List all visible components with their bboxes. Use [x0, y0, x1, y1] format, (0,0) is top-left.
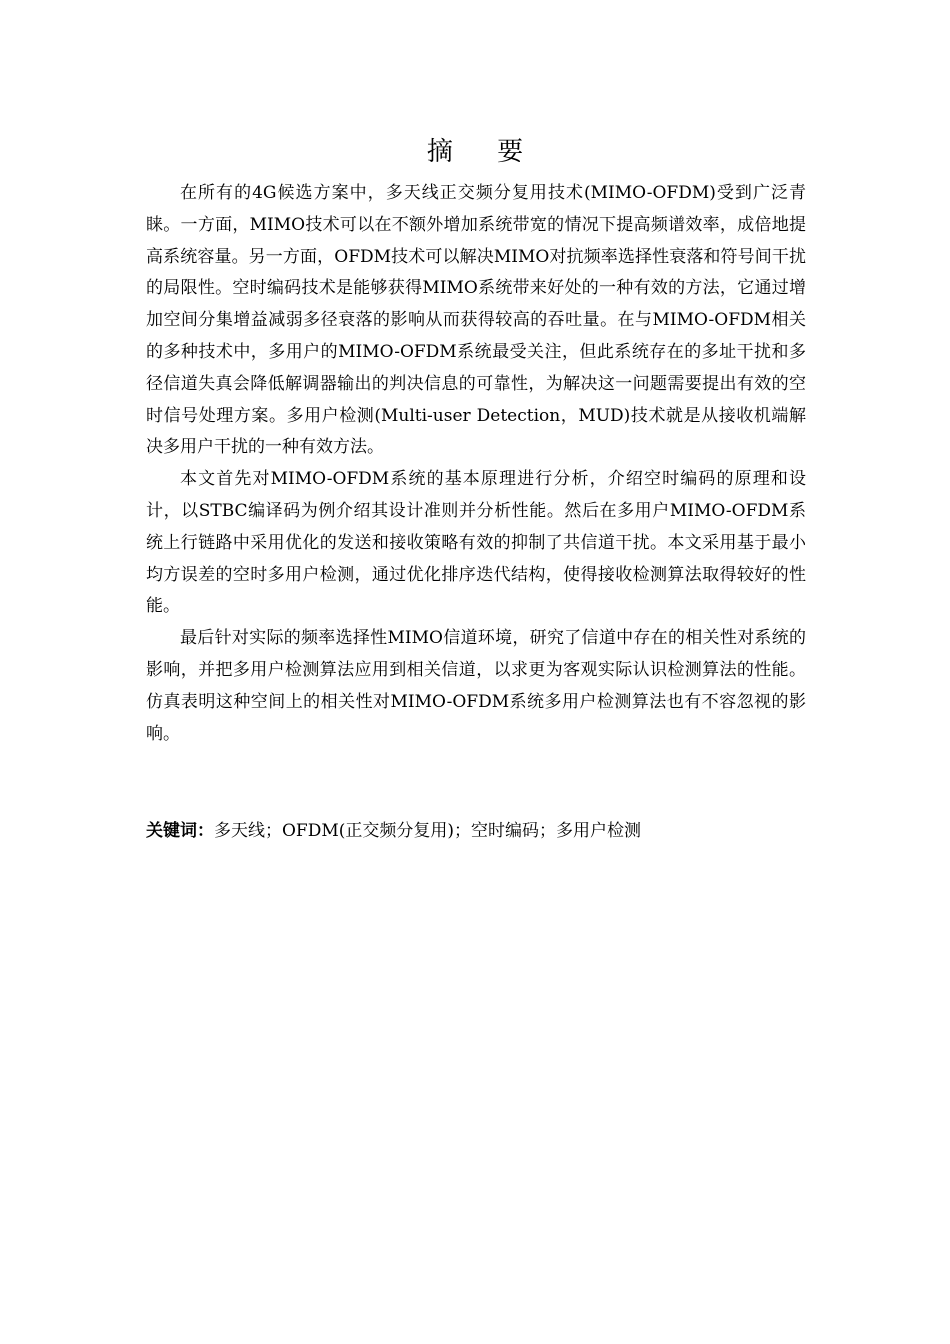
- abstract-body: [146, 178, 806, 750]
- page-title: 摘 要: [426, 137, 542, 167]
- keywords-label: 关键词：: [146, 821, 214, 841]
- keywords-line: [146, 816, 806, 847]
- abstract-paragraph-1: 在所有的4G候选方案中，多天线正交频分复用技术(MIMO-OFDM)受到广泛青睐。一方面，MIMO技术可以在不额外增加系统带宽的情况下提高频谱效率，成倍地提高系统容量。另一方面，OFDM技术可以解决MIMO对抗频率选择性衰落和符号间干扰的局限性。空时编码技术是能够获得MIMO系统带来好处的一种有效的方法，它通过增加空间分集增益减弱多径衰落的影响从而获得较高的吞吐量。在与MIMO-OFDM相关的多种技术中，多用户的MIMO-OFDM系统最受关注，但此系统存在的多址干扰和多径信道失真会降低解调器输出的判决信息的可靠性，为解决这一问题需要提出有效的空时信号处理方案。多用户检测(Multi-user Detection，MUD)技术就是从接收机端解决多用户干扰的一种有效方法。: [146, 183, 806, 458]
- keywords-text: 多天线；OFDM(正交频分复用)；空时编码；多用户检测: [214, 821, 642, 841]
- abstract-paragraph-2: 本文首先对MIMO-OFDM系统的基本原理进行分析，介绍空时编码的原理和设计，以STBC编译码为例介绍其设计准则并分析性能。然后在多用户MIMO-OFDM系统上行链路中采用优化的发送和接收策略有效的抑制了共信道干扰。本文采用基于最小均方误差的空时多用户检测，通过优化排序迭代结构，使得接收检测算法取得较好的性能。: [146, 469, 806, 617]
- abstract-paragraph-3: 最后针对实际的频率选择性MIMO信道环境，研究了信道中存在的相关性对系统的影响，并把多用户检测算法应用到相关信道，以求更为客观实际认识检测算法的性能。仿真表明这种空间上的相关性对MIMO-OFDM系统多用户检测算法也有不容忽视的影响。: [146, 628, 806, 744]
